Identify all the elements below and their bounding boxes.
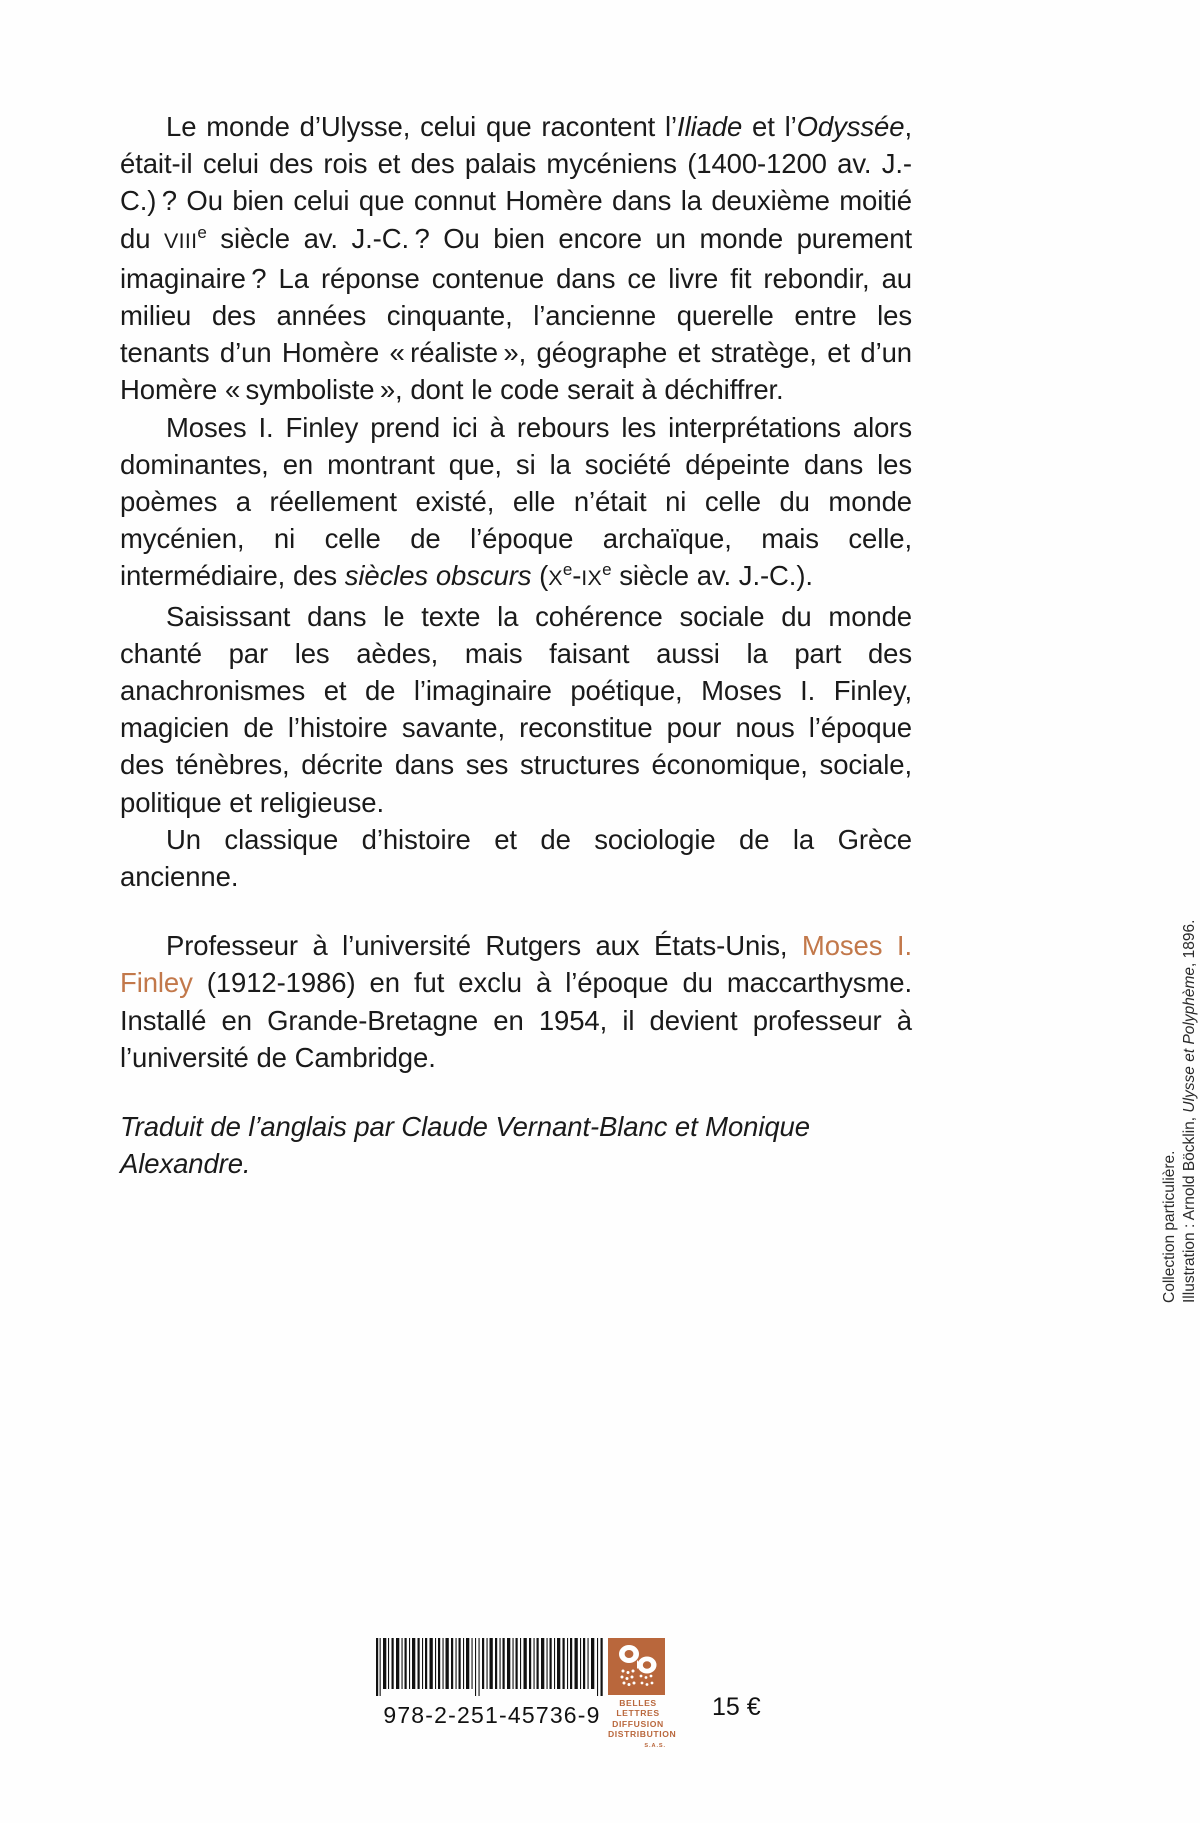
barcode-block bbox=[376, 1638, 608, 1729]
illustration-credit bbox=[1146, 919, 1198, 1305]
illustration-credit-line-1 bbox=[1180, 919, 1200, 1303]
owl-logo-icon bbox=[608, 1638, 665, 1695]
century-numeral-ix: IX bbox=[581, 566, 603, 591]
blurb-p2-seg3: - bbox=[572, 560, 582, 592]
title-iliade: Iliade bbox=[677, 111, 743, 142]
century-numeral-viii: VIII bbox=[163, 228, 198, 253]
ordinal-suffix-ix: e bbox=[602, 560, 612, 580]
illustration-credit-year: , 1896. bbox=[1181, 919, 1198, 967]
blurb-p2-seg4: siècle av. J.-C.). bbox=[611, 560, 813, 592]
author-name-highlight: Moses I. Finley bbox=[120, 930, 912, 999]
illustration-credit-line-2: Collection particulière. bbox=[1161, 1150, 1178, 1303]
term-siecles-obscurs: siècles obscurs bbox=[344, 560, 532, 592]
logo-line-1: BELLES LETTRES bbox=[616, 1698, 660, 1719]
spacer-before-translator bbox=[120, 1076, 912, 1108]
price-label: 15 € bbox=[712, 1693, 761, 1721]
ean13-barcode bbox=[376, 1638, 608, 1696]
illustration-artwork-title: Ulysse et Polyphème bbox=[1181, 967, 1198, 1113]
blurb-paragraph-3: Saisissant dans le texte la cohérence sociale du monde chanté par les aèdes, mais faisant aussi la part des anachronismes et de l’imaginaire poétique, Moses I. Finley, magicien de l’histoire savante, reconstitue pour nous l’époque des ténèbres, décrite dans ses structures économique, sociale, politique et religieuse. bbox=[120, 600, 912, 818]
blurb-paragraph-1 bbox=[120, 108, 912, 409]
publisher-logo-text bbox=[608, 1698, 677, 1751]
blurb-text-column bbox=[120, 108, 912, 1182]
footer-bar bbox=[0, 1638, 1200, 1778]
illustration-credit-prefix: Illustration : Arnold Böcklin, bbox=[1181, 1112, 1198, 1303]
blurb-p2-seg2: ( bbox=[531, 560, 549, 592]
ordinal-suffix-viii: e bbox=[197, 222, 207, 242]
blurb-p1-seg3: , était-il celui des rois et des palais mycéniens (1400-1200 av. J.-C.) ? Ou bien celui que connut Homère dans la deuxième moitié du bbox=[120, 111, 912, 254]
logo-line-3: DISTRIBUTION bbox=[608, 1729, 677, 1740]
blurb-p1-seg2: et l’ bbox=[742, 111, 797, 142]
ordinal-suffix-x: e bbox=[562, 560, 573, 580]
blurb-p2-seg1: Moses I. Finley prend ici à rebours les interprétations alors dominantes, en montrant que, si la société dépeinte dans les poèmes a réellement existé, elle n’était ni celle du monde mycénien, ni celle de l’époque archaïque, mais celle, intermédiaire, des bbox=[120, 411, 912, 592]
blurb-p1-seg4: siècle av. J.-C. ? Ou bien encore un monde purement imaginaire ? La réponse contenue dans ce livre fit rebondir, au milieu des années cinquante, l’ancienne querelle entre les tenants d’un Homère « réaliste », géographe et stratège, et d’un Homère « symboliste », dont le code serait à déchiffrer. bbox=[120, 222, 912, 406]
author-note-seg2: (1912-1986) en fut exclu à l’époque du maccarthysme. Installé en Grande-Bretagne en 1954, il devient professeur à l’université de Cambridge. bbox=[120, 967, 912, 1073]
isbn-number: 978-2-251-45736-9 bbox=[383, 1702, 601, 1728]
author-note-seg1: Professeur à l’université Rutgers aux États-Unis, bbox=[166, 930, 802, 962]
logo-line-4: S.A.S. bbox=[644, 1742, 666, 1749]
spacer-before-author-note bbox=[120, 895, 912, 927]
century-numeral-x: X bbox=[548, 566, 563, 591]
blurb-p1-seg1: Le monde d’Ulysse, celui que racontent l’ bbox=[166, 111, 678, 142]
title-odyssee: Odyssée bbox=[796, 111, 905, 142]
logo-line-2: DIFFUSION bbox=[612, 1718, 664, 1729]
blurb-paragraph-2 bbox=[120, 409, 912, 598]
translator-credit: Traduit de l’anglais par Claude Vernant-Blanc et Monique Alexandre. bbox=[120, 1111, 810, 1180]
publisher-logo bbox=[608, 1638, 677, 1751]
author-biography bbox=[120, 927, 912, 1076]
blurb-paragraph-4: Un classique d’histoire et de sociologie de la Grèce ancienne. bbox=[120, 823, 912, 893]
